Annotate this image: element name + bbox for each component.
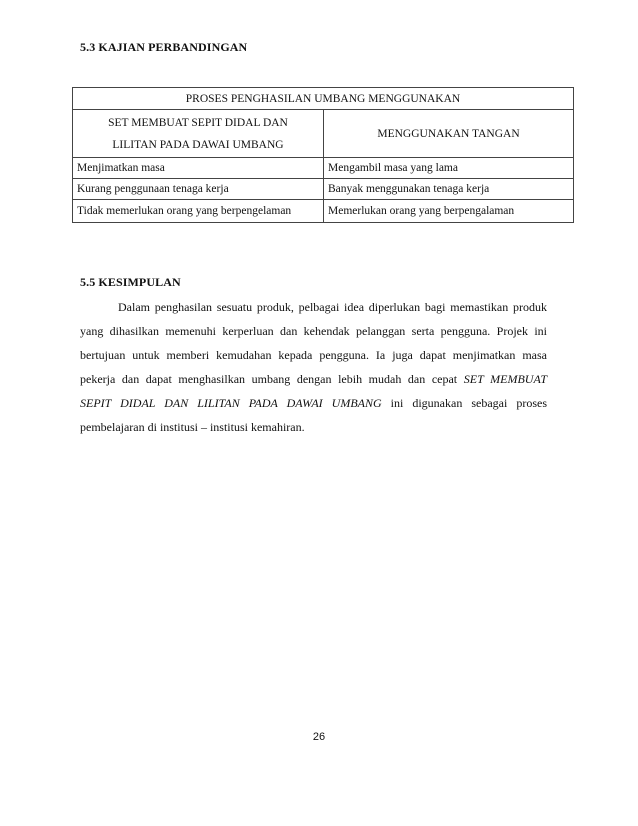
table-header-set-line2: LILITAN PADA DAWAI UMBANG (112, 138, 284, 151)
table-cell-right: Memerlukan orang yang berpengalaman (324, 200, 574, 223)
table-title-row (73, 88, 574, 110)
section-heading-comparison: 5.3 KAJIAN PERBANDINGAN (80, 40, 248, 54)
comparison-table (72, 87, 574, 223)
table-row (73, 179, 574, 200)
paragraph-italic-text: SET MEMBUAT (463, 372, 547, 386)
table-header-set-line1: SET MEMBUAT SEPIT DIDAL DAN (108, 116, 288, 129)
paragraph-line (80, 391, 547, 415)
table-cell-right: Mengambil masa yang lama (324, 158, 574, 179)
paragraph-line: yang dihasilkan memenuhi kerperluan dan kehendak pelanggan serta pengguna. Projek ini (80, 324, 547, 338)
paragraph-line: pembelajaran di institusi – institusi kemahiran. (80, 420, 305, 434)
paragraph-line: bertujuan untuk memberi kemudahan kepada pengguna. Ia juga dapat menjimatkan masa (80, 348, 547, 362)
table-cell-left: Tidak memerlukan orang yang berpengelaman (73, 200, 324, 223)
table-title: PROSES PENGHASILAN UMBANG MENGGUNAKAN (73, 88, 574, 110)
paragraph-line: Dalam penghasilan sesuatu produk, pelbagai idea diperlukan bagi memastikan produk (118, 300, 547, 314)
table-row (73, 158, 574, 179)
table-row (73, 200, 574, 223)
table-header-set (73, 110, 324, 158)
table-cell-right: Banyak menggunakan tenaga kerja (324, 179, 574, 200)
page-number: 26 (312, 731, 326, 743)
paragraph-text: pekerja dan dapat menghasilkan umbang dengan lebih mudah dan cepat (80, 372, 458, 386)
paragraph-text: ini digunakan sebagai proses (390, 396, 547, 410)
table-header-row (73, 110, 574, 158)
table-header-hand: MENGGUNAKAN TANGAN (324, 110, 574, 158)
table-cell-left: Menjimatkan masa (73, 158, 324, 179)
table-cell-left: Kurang penggunaan tenaga kerja (73, 179, 324, 200)
conclusion-paragraph (80, 295, 547, 439)
paragraph-line (80, 367, 547, 391)
section-heading-conclusion: 5.5 KESIMPULAN (80, 275, 181, 289)
paragraph-italic-text: SEPIT DIDAL DAN LILITAN PADA DAWAI UMBANG (80, 396, 382, 410)
